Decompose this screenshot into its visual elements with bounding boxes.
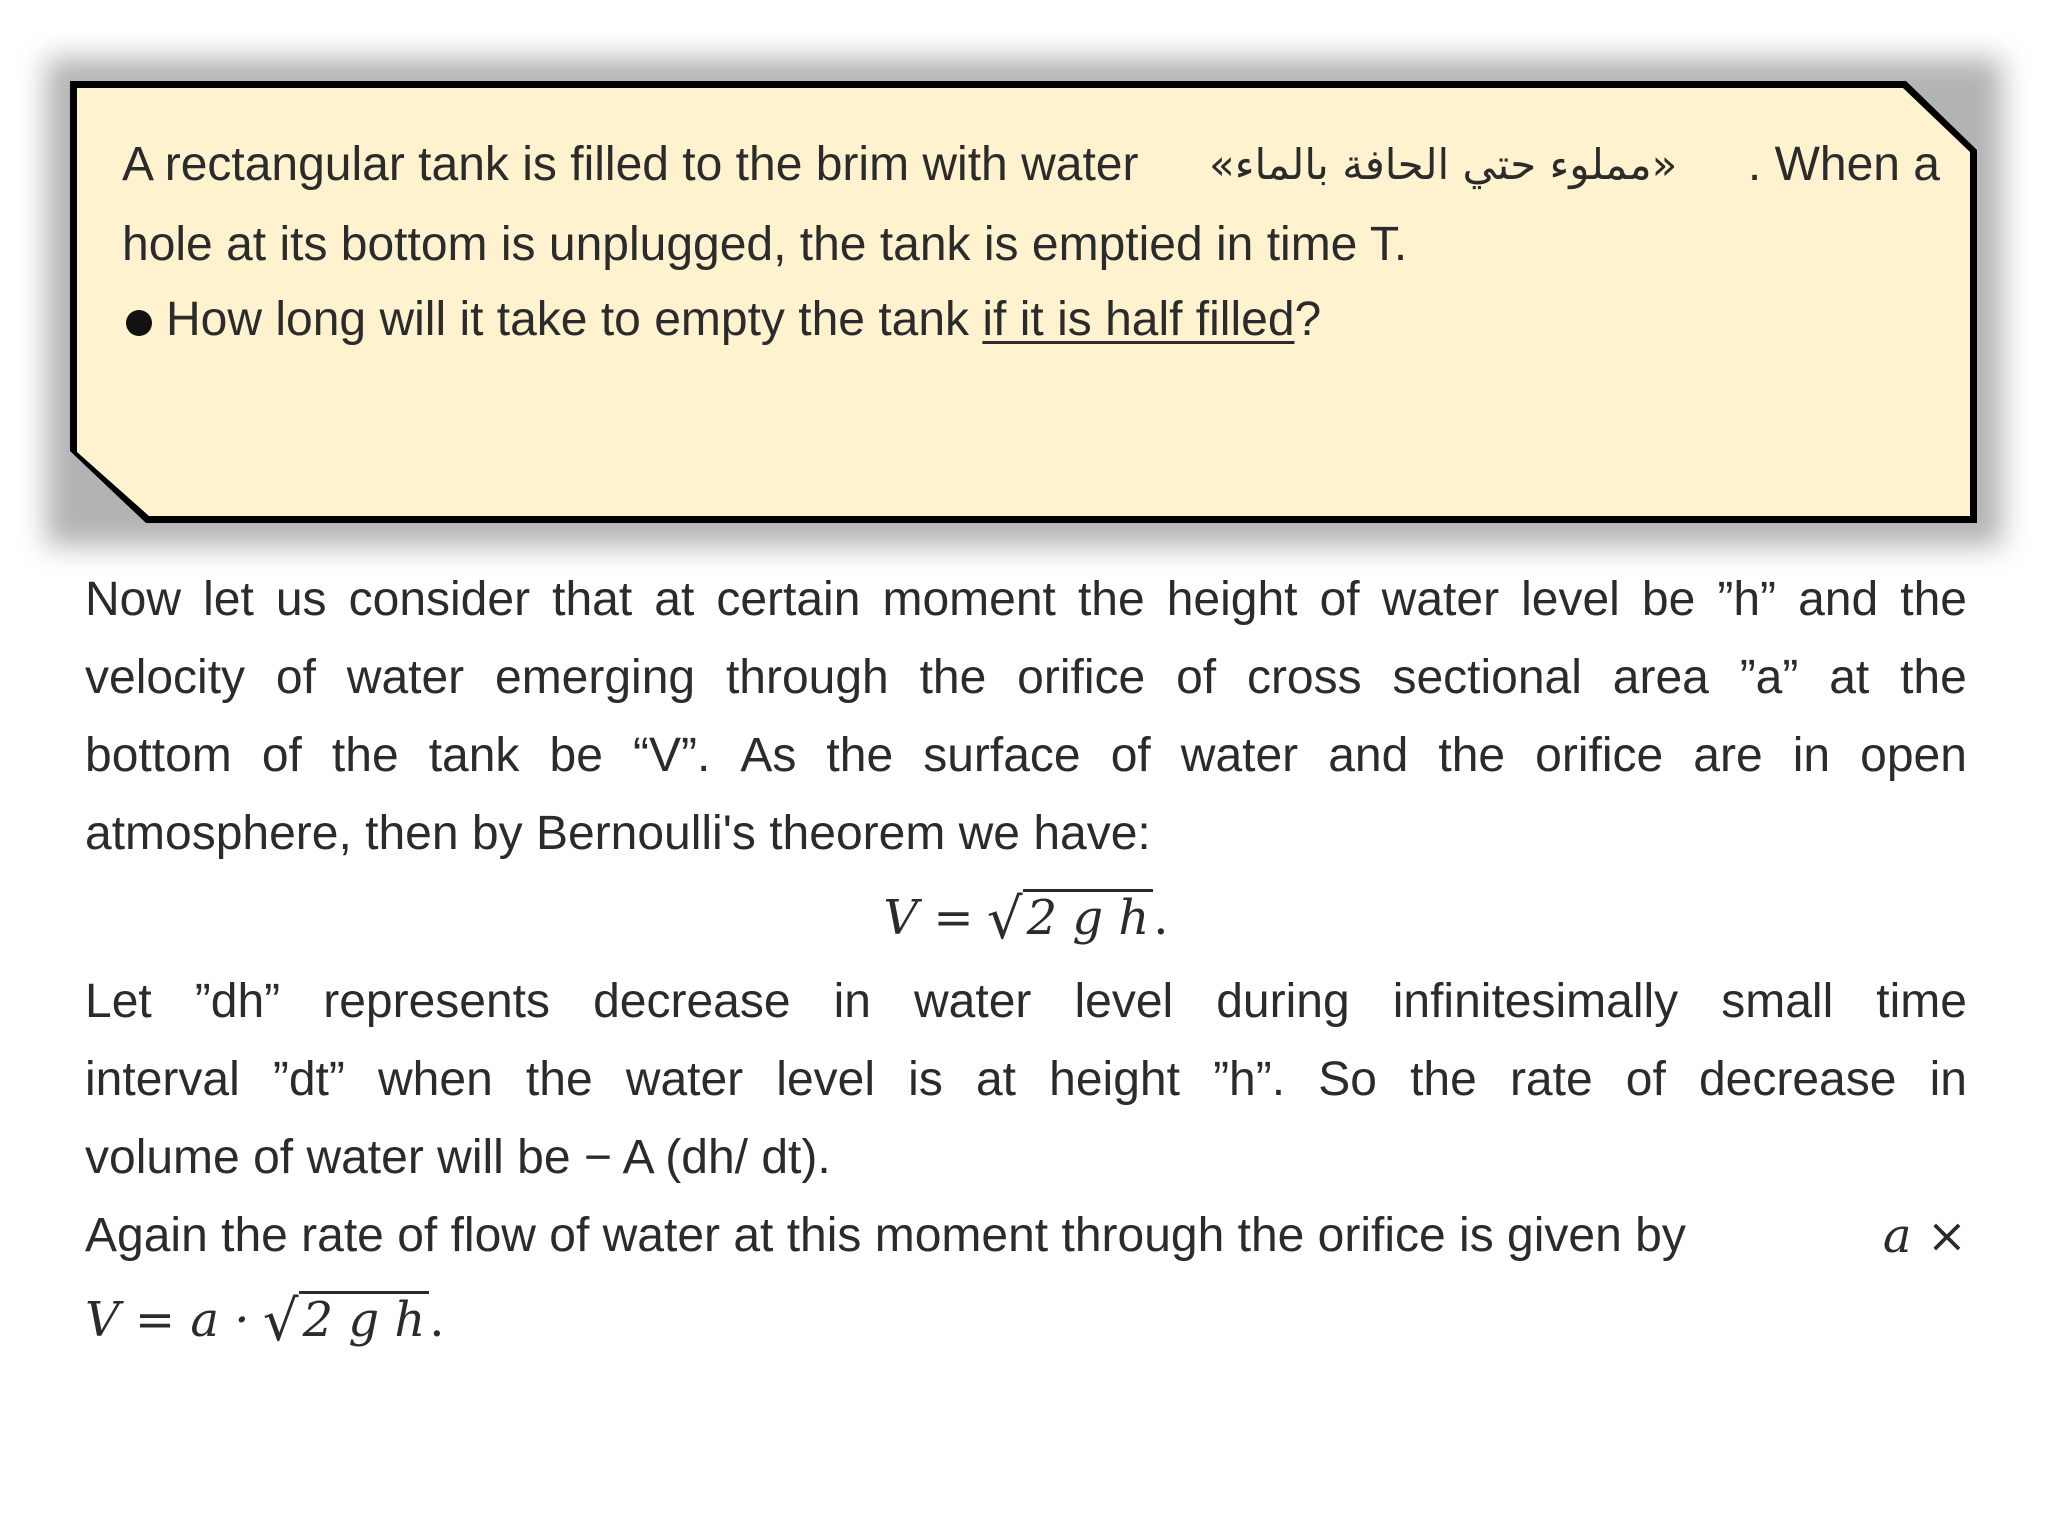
word: through [725, 651, 889, 704]
word: at [1829, 651, 1870, 704]
word: and [1798, 573, 1879, 626]
word: ”h” [1717, 573, 1777, 626]
word: emerging [495, 651, 696, 704]
word: certain [716, 573, 861, 626]
word: the [1410, 1053, 1477, 1106]
problem-line-1-text: A rectangular tank is filled to the brim with water [122, 138, 1139, 191]
word: water [1180, 729, 1299, 782]
word: be [549, 729, 603, 782]
radical-sign-icon: √ [262, 1289, 299, 1354]
p1-line-2 [85, 639, 1967, 717]
word: and [1328, 729, 1409, 782]
word: of [261, 729, 302, 782]
word: ”dt” [272, 1053, 345, 1106]
p1-line-3 [85, 717, 1967, 795]
p2-line-1 [85, 963, 1967, 1041]
word: Let [85, 975, 152, 1028]
p1-line-4: atmosphere, then by Bernoulli's theorem we have: [85, 807, 1151, 860]
word: area [1612, 651, 1709, 704]
word: ”dh” [194, 975, 281, 1028]
word: bottom [85, 729, 232, 782]
word: surface [923, 729, 1081, 782]
arabic-note: «مملوء حتي الحافة بالماء» [1209, 140, 1678, 189]
word: of [275, 651, 316, 704]
bullet-icon [126, 310, 152, 336]
word: are [1693, 729, 1763, 782]
eq1-radicand: 2 g h [1023, 889, 1154, 944]
word: orifice [1017, 651, 1146, 704]
word: of [1110, 729, 1151, 782]
word: ”h”. [1213, 1053, 1286, 1106]
word: in [833, 975, 871, 1028]
word: of [1319, 573, 1360, 626]
word: open [1860, 729, 1967, 782]
eq1-end: . [1153, 890, 1169, 946]
word: when [378, 1053, 493, 1106]
word: of [1625, 1053, 1666, 1106]
word: in [1929, 1053, 1967, 1106]
p2-line-3: volume of water will be − A (dh/ dt). [85, 1131, 831, 1184]
eq2-lhs: V = a · [85, 1292, 250, 1348]
word: consider [348, 573, 531, 626]
eq1-lhs: V = [883, 890, 974, 946]
word: height [1049, 1053, 1180, 1106]
word: the [1900, 573, 1967, 626]
word: orifice [1535, 729, 1664, 782]
eq2-sqrt [263, 1275, 429, 1367]
p3-line-1 [85, 1197, 1967, 1275]
word: level [1074, 975, 1174, 1028]
word: at [975, 1053, 1016, 1106]
word: rate [1509, 1053, 1593, 1106]
word: the [525, 1053, 593, 1106]
word: in [1792, 729, 1831, 782]
word: level [776, 1053, 876, 1106]
word: ”a” [1739, 651, 1799, 704]
word: represents [323, 975, 550, 1028]
p2-line-2 [85, 1041, 1967, 1119]
word: velocity [85, 651, 246, 704]
eq2-end: . [429, 1292, 445, 1348]
equation-velocity [85, 873, 1967, 963]
eq2-radicand: 2 g h [299, 1291, 430, 1346]
p3-line-1-math: a × [1882, 1208, 1967, 1264]
word: let [203, 573, 254, 626]
p1-line-1 [85, 561, 1967, 639]
word: the [826, 729, 894, 782]
problem-line-1-tail: . When a [1747, 138, 1940, 191]
word: tank [428, 729, 520, 782]
problem-statement [122, 120, 1940, 360]
word: water [625, 1053, 744, 1106]
question-prefix: How long will it take to empty the tank [166, 293, 970, 346]
word: decrease [1698, 1053, 1897, 1106]
word: So [1318, 1053, 1377, 1106]
problem-line-2: hole at its bottom is unplugged, the tank is emptied in time T. [122, 218, 1408, 271]
word: us [275, 573, 327, 626]
word: the [1438, 729, 1506, 782]
word: the [1077, 573, 1145, 626]
word: the [1900, 651, 1967, 704]
eq1-sqrt [987, 873, 1153, 965]
word: of [1176, 651, 1217, 704]
word: small [1721, 975, 1834, 1028]
word: water [1381, 573, 1500, 626]
word: Now [85, 573, 182, 626]
word: sectional [1392, 651, 1582, 704]
word: level [1521, 573, 1620, 626]
word: that [552, 573, 633, 626]
word: water [914, 975, 1032, 1028]
word: cross [1246, 651, 1362, 704]
word: at [654, 573, 695, 626]
question-suffix: ? [1294, 293, 1322, 346]
word: moment [882, 573, 1056, 626]
radical-sign-icon: √ [986, 887, 1023, 952]
word: during [1216, 975, 1350, 1028]
solution-body [85, 561, 1967, 1365]
word: time [1876, 975, 1967, 1028]
word: “V”. [632, 729, 711, 782]
p3-line-1-text: Again the rate of flow of water at this moment through the orifice is given by [85, 1209, 1686, 1262]
question-underlined: if it is half filled [982, 293, 1295, 346]
word: is [908, 1053, 943, 1106]
word: As [740, 729, 797, 782]
word: the [919, 651, 987, 704]
equation-flow-rate [85, 1275, 1967, 1365]
word: decrease [593, 975, 791, 1028]
word: be [1641, 573, 1696, 626]
word: height [1166, 573, 1298, 626]
word: the [331, 729, 399, 782]
word: water [346, 651, 465, 704]
word: infinitesimally [1392, 975, 1679, 1028]
word: interval [85, 1053, 240, 1106]
problem-line-1 [122, 120, 1940, 210]
question-line [122, 280, 1940, 360]
